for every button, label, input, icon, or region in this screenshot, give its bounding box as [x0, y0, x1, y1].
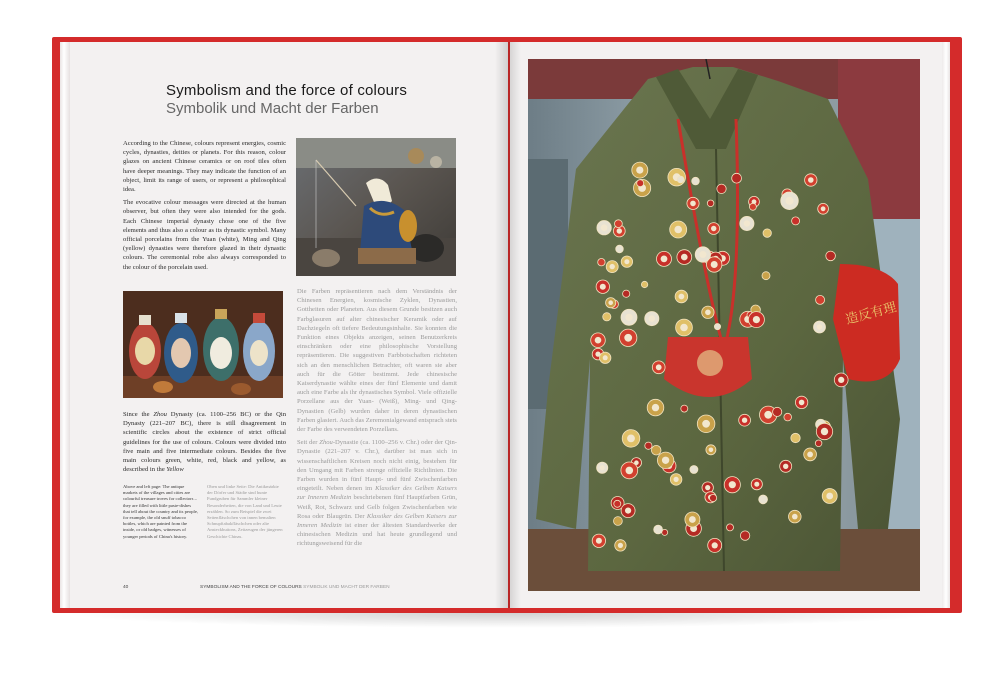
mao-badge-portrait [786, 197, 794, 205]
mao-badge-portrait [807, 452, 813, 458]
english-p3-text-b: Dynasty (ca. 1100–256 BC) or the Qin Dynasty (221–207 BC), there is still disagreement in scientific circles about the existence of strict official guidelines for the use of colours. Colours were divided into five main and five intermediate colours. Besides the five main colours green, white, red, black and yellow, as described in the [123, 411, 286, 474]
page-subtitle: Symbolik und Macht der Farben [166, 100, 379, 117]
mao-badge [603, 313, 611, 321]
mao-badge [598, 259, 605, 266]
mao-badge-portrait [627, 435, 635, 443]
mao-badge [614, 517, 623, 526]
mao-badge-portrait [679, 294, 685, 300]
mao-badge [749, 203, 756, 210]
mao-badge-portrait [821, 206, 826, 211]
mao-badge-portrait [826, 493, 833, 500]
armband-text: 造反有理 [844, 299, 899, 328]
running-head-de: SYMBOLIK UND MACHT DER FARBEN [303, 585, 390, 590]
mao-badge-portrait [656, 364, 662, 370]
german-paragraph-1: Die Farben repräsentieren nach dem Verständnis der Chinesen Energien, kosmische Zyklen, Dynastien, Gottheiten oder Planeten. Aus diesem Grunde besitzen auch Farbglasuren auf alter chinesischer Keramik oder auf Dachziegeln oft tiefere Bedeutungsinhalte. Sie konnten die Funktion eines Objekts anzeigen, seinen Benutzerkreis einschränken oder eine philosophische Vorstellung repräsentieren. Die suggestiven Farbbotschaften richteten sich an den menschlichen Betrachter, oft waren sie aber auch für die Götter bestimmt. Jede chinesische Kaiserdynastie wählte eines der fünf Elemente und damit auch eine Farbe als ihr dynastisches Symbol. Viele offizielle Porzellane aus der Yuan- (Weiß), Ming- und Qing-Dynastien (Gelb) wurden daher in deren dynastischen Farben glasiert. Auch das Zeremonialgewand entsprach stets der Farbe des verwendeten Porzellans. [297, 288, 457, 434]
page-number: 40 [123, 585, 129, 590]
german-p2-text-b: -Dynastie (ca. 1100–256 v. Chr.) oder der Qin-Dynastie (221–207 v. Chr.), darüber ist man sich in wissenschaftlichen Kreisen noch nicht einig, bestehen für den Umgang mit Farben strenge offizielle Richtlinien. Die Farben wurden in fünf Haupt- und fünf Zwischenfarben eingeteilt. Neben denen im [297, 439, 457, 493]
mao-badge [763, 229, 771, 237]
mao-badge-portrait [662, 457, 669, 464]
mao-badge-portrait [754, 482, 759, 487]
mao-badge-portrait [603, 355, 608, 360]
mao-badge-portrait [764, 411, 772, 419]
mao-badge-portrait [674, 477, 679, 482]
mao-badge [717, 184, 726, 193]
mao-badge-portrait [649, 315, 655, 321]
mao-badge-portrait [783, 464, 788, 469]
mao-badge-portrait [729, 481, 736, 488]
mao-badge-portrait [608, 300, 613, 305]
mao-badge [816, 295, 825, 304]
mao-badge-portrait [838, 377, 844, 383]
mao-badge-portrait [711, 226, 716, 231]
mao-badge-portrait [600, 284, 606, 290]
mao-badge [623, 290, 630, 297]
mao-badge [614, 500, 621, 507]
mao-badge-portrait [600, 465, 605, 470]
mao-badge [677, 176, 684, 183]
mao-badge-portrait [821, 428, 828, 435]
caption-german: Oben und linke Seite: Die Antikmärkte der Dörfer und Städte sind bunte Fundgruben für Sammler kleiner Besonderheiten, die von Land und Leute erzählen. So zum Beispiel die zwei Seitenfläschchen von innen bemalten Schnupftabakfläschchen oder alte Ansteckbuttons, Zeitzeugen der jüngeren Geschichte Chinas. [207, 484, 283, 539]
mao-badge [784, 413, 792, 421]
mao-badge [681, 405, 688, 412]
mao-badge [762, 272, 770, 280]
english-text-top [123, 139, 286, 276]
page-stack-left [60, 42, 70, 608]
mao-badge-portrait [689, 516, 696, 523]
german-text [297, 287, 457, 553]
photo-jacket-with-badges [528, 59, 920, 591]
english-p3-em-yellow: Yellow [166, 466, 184, 474]
mao-badge-portrait [610, 264, 615, 269]
mao-badge-portrait [808, 177, 814, 183]
mao-badge-portrait [702, 420, 710, 428]
photo-snuff-bottles [123, 291, 283, 398]
mao-badge-portrait [742, 418, 747, 423]
page-title: Symbolism and the force of colours [166, 82, 408, 99]
mao-badge-portrait [661, 256, 668, 263]
mao-badge-portrait [680, 324, 688, 332]
mao-badge [615, 220, 623, 228]
mao-badge-portrait [705, 310, 711, 316]
english-text-bottom [123, 410, 286, 478]
caption-english: Above and left page: The antique markets of the villages and cities are colourful treasure troves for collectors – they are filled with little paste-dishes that tell about the country and its people, for example, the old snuff tobacco bottles, which are painted from the inside, or old badges, witnesses of younger periods of China's history. [123, 484, 199, 539]
mao-badge-portrait [652, 404, 659, 411]
mao-badge [773, 407, 782, 416]
mao-badge-portrait [712, 542, 718, 548]
english-paragraph-2: The evocative colour messages were directed at the human observer, but often they were also intended for the gods. Each Chinese imperial dynasty chose one of the five elements and thus also a colour as its dynastic symbol. Many official porcelains from the Yuan (white), Ming and Qing (yellow) dynasties were therefore glazed in their dynastic colours. The ceremonial robe also always corresponded to the colour of the porcelain used. [123, 199, 286, 271]
mao-badge [690, 466, 698, 474]
mao-badge-portrait [799, 400, 805, 406]
running-head [200, 585, 390, 590]
german-p2-text-d: ist einer der ältesten Standardwerke der chinesischen Medizin und hat heute grundlegend und richtungsweisend für die [297, 522, 457, 548]
mao-badge [740, 531, 749, 540]
english-p3-em-zhou: Zhou [153, 411, 167, 418]
mao-badge-portrait [617, 228, 622, 233]
mao-badge [714, 324, 720, 330]
mao-badge-portrait [705, 485, 710, 490]
mao-badge-portrait [817, 324, 822, 329]
mao-badge-portrait [711, 261, 718, 268]
mao-badge [710, 494, 717, 501]
mao-badge-portrait [690, 201, 696, 207]
mao-badge-portrait [625, 314, 632, 321]
book-gutter [495, 42, 521, 608]
mao-badge [732, 173, 742, 183]
mao-badge-portrait [699, 251, 706, 258]
mao-badge-portrait [595, 337, 602, 344]
mao-badge-portrait [744, 220, 750, 226]
mao-badge [791, 433, 800, 442]
photo-fisherman-figurine [296, 138, 456, 276]
english-paragraph-1: According to the Chinese, colours represent energies, cosmic cycles, dynasties, deities or planets. For this reason, colour glazes on ancient Chinese ceramics or on roof tiles often have deeper meanings. They may indicate the function of an object, limit its range of users, or represent a philosophical idea. [123, 140, 286, 194]
german-p2-text-c: beschriebenen fünf Hauptfarben Grün, Weiß, Rot, Schwarz und Gelb folgen Zwischenfarben wie Rosa oder Blaugrün. Der [297, 494, 457, 520]
mao-badge-portrait [753, 316, 760, 323]
german-p2-text-a: Seit der [297, 439, 320, 447]
mao-badge-portrait [625, 508, 631, 514]
mao-badge [707, 200, 714, 207]
mao-badge-portrait [624, 334, 632, 342]
running-head-en: SYMBOLISM AND THE FORCE OF COLOURS [200, 585, 302, 590]
german-p2-em-zhou: Zhou [319, 439, 333, 447]
mao-badge [815, 440, 822, 447]
mao-badge [641, 281, 647, 287]
english-paragraph-3 [123, 410, 286, 474]
german-paragraph-2 [297, 438, 457, 548]
mao-badge [616, 245, 624, 253]
mao-badge-portrait [596, 538, 602, 544]
mao-badge [792, 217, 800, 225]
mao-badge-portrait [792, 514, 798, 520]
mao-badge-portrait [674, 226, 682, 234]
mao-badge [826, 251, 836, 261]
mao-badge-portrait [601, 224, 608, 231]
mao-badge-portrait [618, 543, 623, 548]
mao-badge [645, 442, 652, 449]
mao-badge [692, 177, 700, 185]
mao-badge [727, 524, 734, 531]
mao-badge-portrait [636, 167, 643, 174]
mao-badge-portrait [626, 467, 634, 475]
mao-badge-portrait [681, 254, 688, 261]
english-p3-text-a: Since the [123, 411, 154, 418]
mao-badge [759, 495, 768, 504]
mao-badge [651, 445, 661, 455]
mao-badge-portrait [624, 259, 629, 264]
mao-badge-portrait [709, 448, 714, 453]
mao-badge [637, 180, 644, 187]
german-p2-em-klassiker-2: Klassiker des Gelben Kaisers zur Inneren Medizin [297, 512, 457, 530]
mao-badge [654, 525, 663, 534]
german-p2-em-klassiker-1: Klassiker des Gelben Kaisers zur Inneren Medizin [297, 485, 457, 502]
